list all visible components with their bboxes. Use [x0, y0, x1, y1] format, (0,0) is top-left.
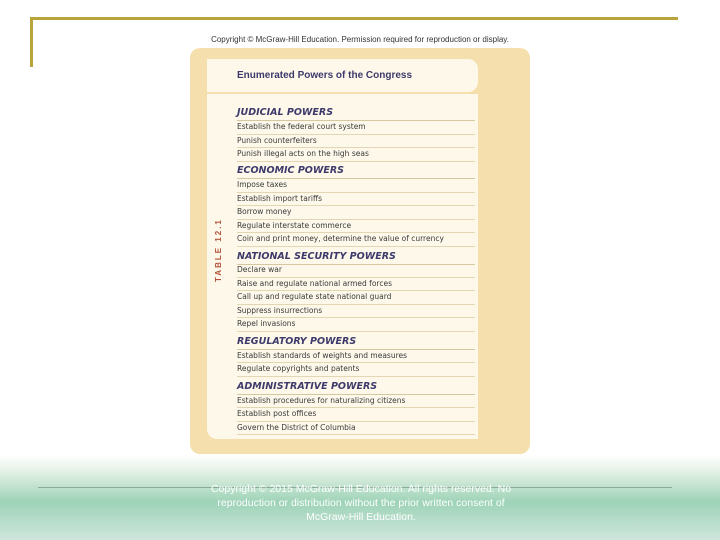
footer-copyright-line-2: reproduction or distribution without the prior written consent of: [217, 497, 505, 509]
frame-top-rule: [30, 17, 678, 20]
table-row: Regulate interstate commerce: [237, 220, 475, 234]
footer-copyright: [186, 482, 536, 524]
table-row: Borrow money: [237, 206, 475, 220]
section-heading-judicial: JUDICIAL POWERS: [237, 106, 475, 121]
footer-copyright-line-1: Copyright © 2015 McGraw-Hill Education. All rights reserved. No: [210, 483, 512, 495]
table-row: Call up and regulate state national guard: [237, 291, 475, 305]
table-row: Establish procedures for naturalizing citizens: [237, 395, 475, 409]
table-row: Declare war: [237, 264, 475, 278]
section-heading-regulatory: REGULATORY POWERS: [237, 335, 475, 350]
section-heading-economic: ECONOMIC POWERS: [237, 164, 475, 179]
table-row: Repel invasions: [237, 318, 475, 332]
table-number-text: TABLE 12.1: [214, 218, 223, 282]
table-row: Punish counterfeiters: [237, 135, 475, 149]
footer-copyright-line-3: McGraw-Hill Education.: [306, 511, 416, 523]
table-row: Establish the federal court system: [237, 121, 475, 135]
table-row: Coin and print money, determine the value of currency: [237, 233, 475, 247]
section-heading-national-security: NATIONAL SECURITY POWERS: [237, 250, 475, 265]
table-title: Enumerated Powers of the Congress: [237, 70, 413, 81]
table-row: Establish post offices: [237, 408, 475, 422]
table-row: Establish standards of weights and measures: [237, 350, 475, 364]
table-row: Regulate copyrights and patents: [237, 363, 475, 377]
table-number-label: [214, 212, 224, 282]
table-row: Impose taxes: [237, 179, 475, 193]
table-row: Establish import tariffs: [237, 193, 475, 207]
table-row: Govern the District of Columbia: [237, 422, 475, 436]
table-row: Punish illegal acts on the high seas: [237, 148, 475, 162]
section-heading-administrative: ADMINISTRATIVE POWERS: [237, 380, 475, 395]
table-row: Suppress insurrections: [237, 305, 475, 319]
slide-copyright-notice: Copyright © McGraw-Hill Education. Permission required for reproduction or display.: [211, 35, 509, 44]
table-row: Raise and regulate national armed forces: [237, 278, 475, 292]
